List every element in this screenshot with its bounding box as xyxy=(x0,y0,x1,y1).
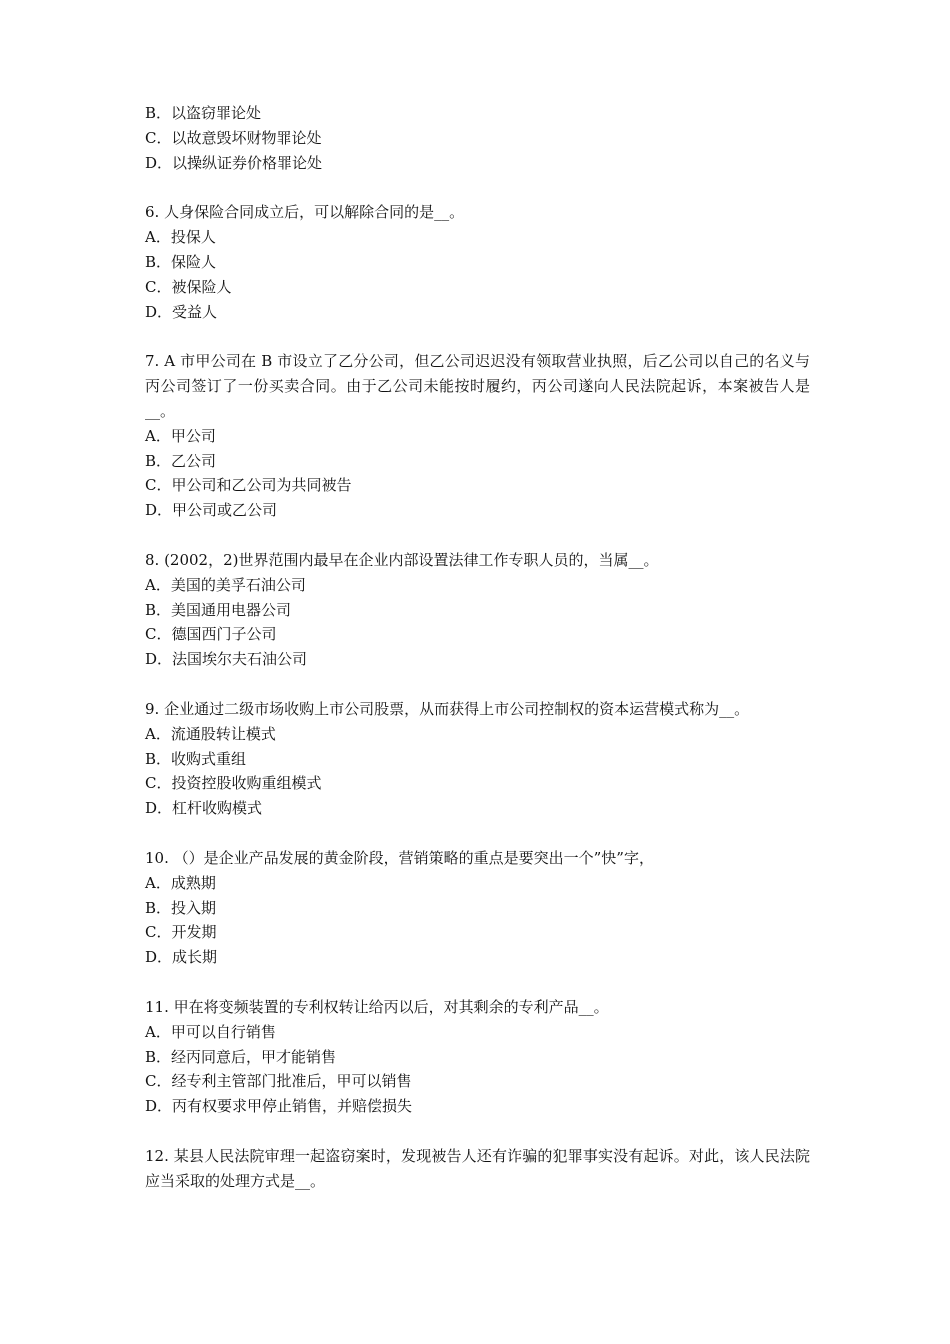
question-stem: 11. 甲在将变频装置的专利权转让给丙以后，对其剩余的专利产品__。 xyxy=(145,997,609,1016)
continued-options xyxy=(145,101,810,175)
option-b: B．美国通用电器公司 xyxy=(145,600,292,619)
option-a: A．美国的美孚石油公司 xyxy=(145,575,306,594)
question-stem: 12. 某县人民法院审理一起盗窃案时，发现被告人还有诈骗的犯罪事实没有起诉。对此，该人民法院应当采取的处理方式是__。 xyxy=(145,1146,810,1190)
option-d: D．法国埃尔夫石油公司 xyxy=(145,650,308,669)
option-b: B．投入期 xyxy=(145,898,217,917)
option-a: A．甲可以自行销售 xyxy=(145,1022,276,1041)
question-6 xyxy=(145,200,810,324)
option-c: C．被保险人 xyxy=(145,277,232,296)
option-b: B．保险人 xyxy=(145,252,217,271)
question-stem: 8. (2002，2)世界范围内最早在企业内部设置法律工作专职人员的，当属__。 xyxy=(145,550,659,569)
option-a: A．投保人 xyxy=(145,228,216,247)
question-12 xyxy=(145,1144,810,1194)
option-b: B．经丙同意后，甲才能销售 xyxy=(145,1047,337,1066)
option-c: C．经专利主管部门批准后，甲可以销售 xyxy=(145,1072,412,1091)
question-9 xyxy=(145,697,810,821)
option-a: A．甲公司 xyxy=(145,426,216,445)
option-c: C．以故意毁坏财物罪论处 xyxy=(145,128,322,147)
option-b: B．收购式重组 xyxy=(145,749,247,768)
option-c: C．甲公司和乙公司为共同被告 xyxy=(145,476,352,495)
question-10 xyxy=(145,846,810,970)
option-c: C．德国西门子公司 xyxy=(145,625,277,644)
question-stem: 9. 企业通过二级市场收购上市公司股票，从而获得上市公司控制权的资本运营模式称为__。 xyxy=(145,699,750,718)
question-11 xyxy=(145,995,810,1119)
option-a: A．成熟期 xyxy=(145,873,216,892)
option-d: D．成长期 xyxy=(145,948,218,967)
question-8 xyxy=(145,548,810,672)
option-c: C．开发期 xyxy=(145,923,217,942)
option-d: D．丙有权要求甲停止销售，并赔偿损失 xyxy=(145,1097,413,1116)
question-stem: 6. 人身保险合同成立后，可以解除合同的是__。 xyxy=(145,203,465,222)
option-d: D．杠杆收购模式 xyxy=(145,799,263,818)
option-b: B．以盗窃罪论处 xyxy=(145,104,262,122)
option-b: B．乙公司 xyxy=(145,451,217,470)
option-d: D．甲公司或乙公司 xyxy=(145,501,278,520)
question-7 xyxy=(145,349,810,523)
option-d: D．受益人 xyxy=(145,302,218,321)
option-a: A．流通股转让模式 xyxy=(145,724,276,743)
document-body xyxy=(145,101,810,1218)
option-d: D．以操纵证券价格罪论处 xyxy=(145,153,323,172)
question-stem: 10. （）是企业产品发展的黄金阶段，营销策略的重点是要突出一个”快”字， xyxy=(145,848,654,867)
question-stem: 7. A 市甲公司在 B 市设立了乙分公司，但乙公司迟迟没有领取营业执照，后乙公司以自己的名义与丙公司签订了一份买卖合同。由于乙公司未能按时履约，丙公司遂向人民法院起诉，本案被告人是__。 xyxy=(145,352,810,420)
option-c: C．投资控股收购重组模式 xyxy=(145,774,322,793)
